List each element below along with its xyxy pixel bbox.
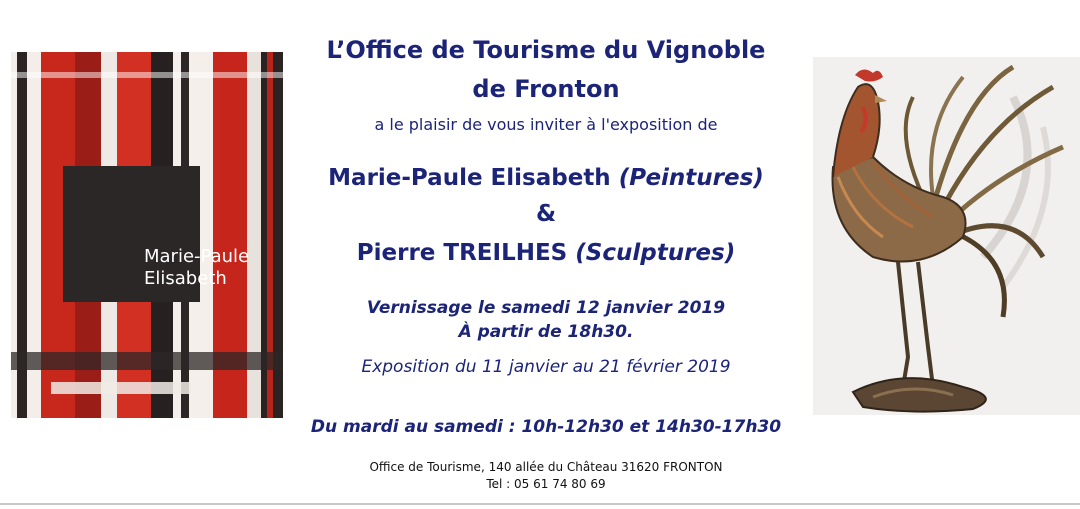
vernissage-date: Vernissage le samedi 12 janvier 2019 xyxy=(366,298,726,318)
vernissage-time: À partir de 18h30. xyxy=(458,322,634,342)
first-artist xyxy=(300,162,792,194)
second-artist xyxy=(300,237,792,269)
contact-phone: Tel : 05 61 74 80 69 xyxy=(486,477,606,491)
contact-address: Office de Tourisme, 140 allée du Château 31620 FRONTON xyxy=(369,460,723,474)
rooster-sculpture-image xyxy=(813,57,1080,415)
first-artist-name: Marie-Paule Elisabeth xyxy=(328,165,611,191)
opening-hours: Du mardi au samedi : 10h-12h30 et 14h30-17h30 xyxy=(310,417,782,437)
organizer-title-line1: L’Office de Tourisme du Vignoble xyxy=(326,36,766,64)
second-artist-name: Pierre TREILHES xyxy=(356,240,568,266)
painting-image xyxy=(11,52,283,418)
painting-artist-label: Marie-Paule Elisabeth xyxy=(144,246,250,289)
organizer-title-line2: de Fronton xyxy=(472,75,620,103)
invitation-line: a le plaisir de vous inviter à l'exposition de xyxy=(374,115,718,134)
rooster-sculpture-icon xyxy=(813,57,1080,415)
second-artist-discipline: (Sculptures) xyxy=(575,240,736,266)
bottom-divider xyxy=(0,503,1080,505)
exposition-dates: Exposition du 11 janvier au 21 février 2019 xyxy=(361,357,731,377)
first-artist-discipline: (Peintures) xyxy=(618,165,764,191)
ampersand: & xyxy=(535,201,557,227)
